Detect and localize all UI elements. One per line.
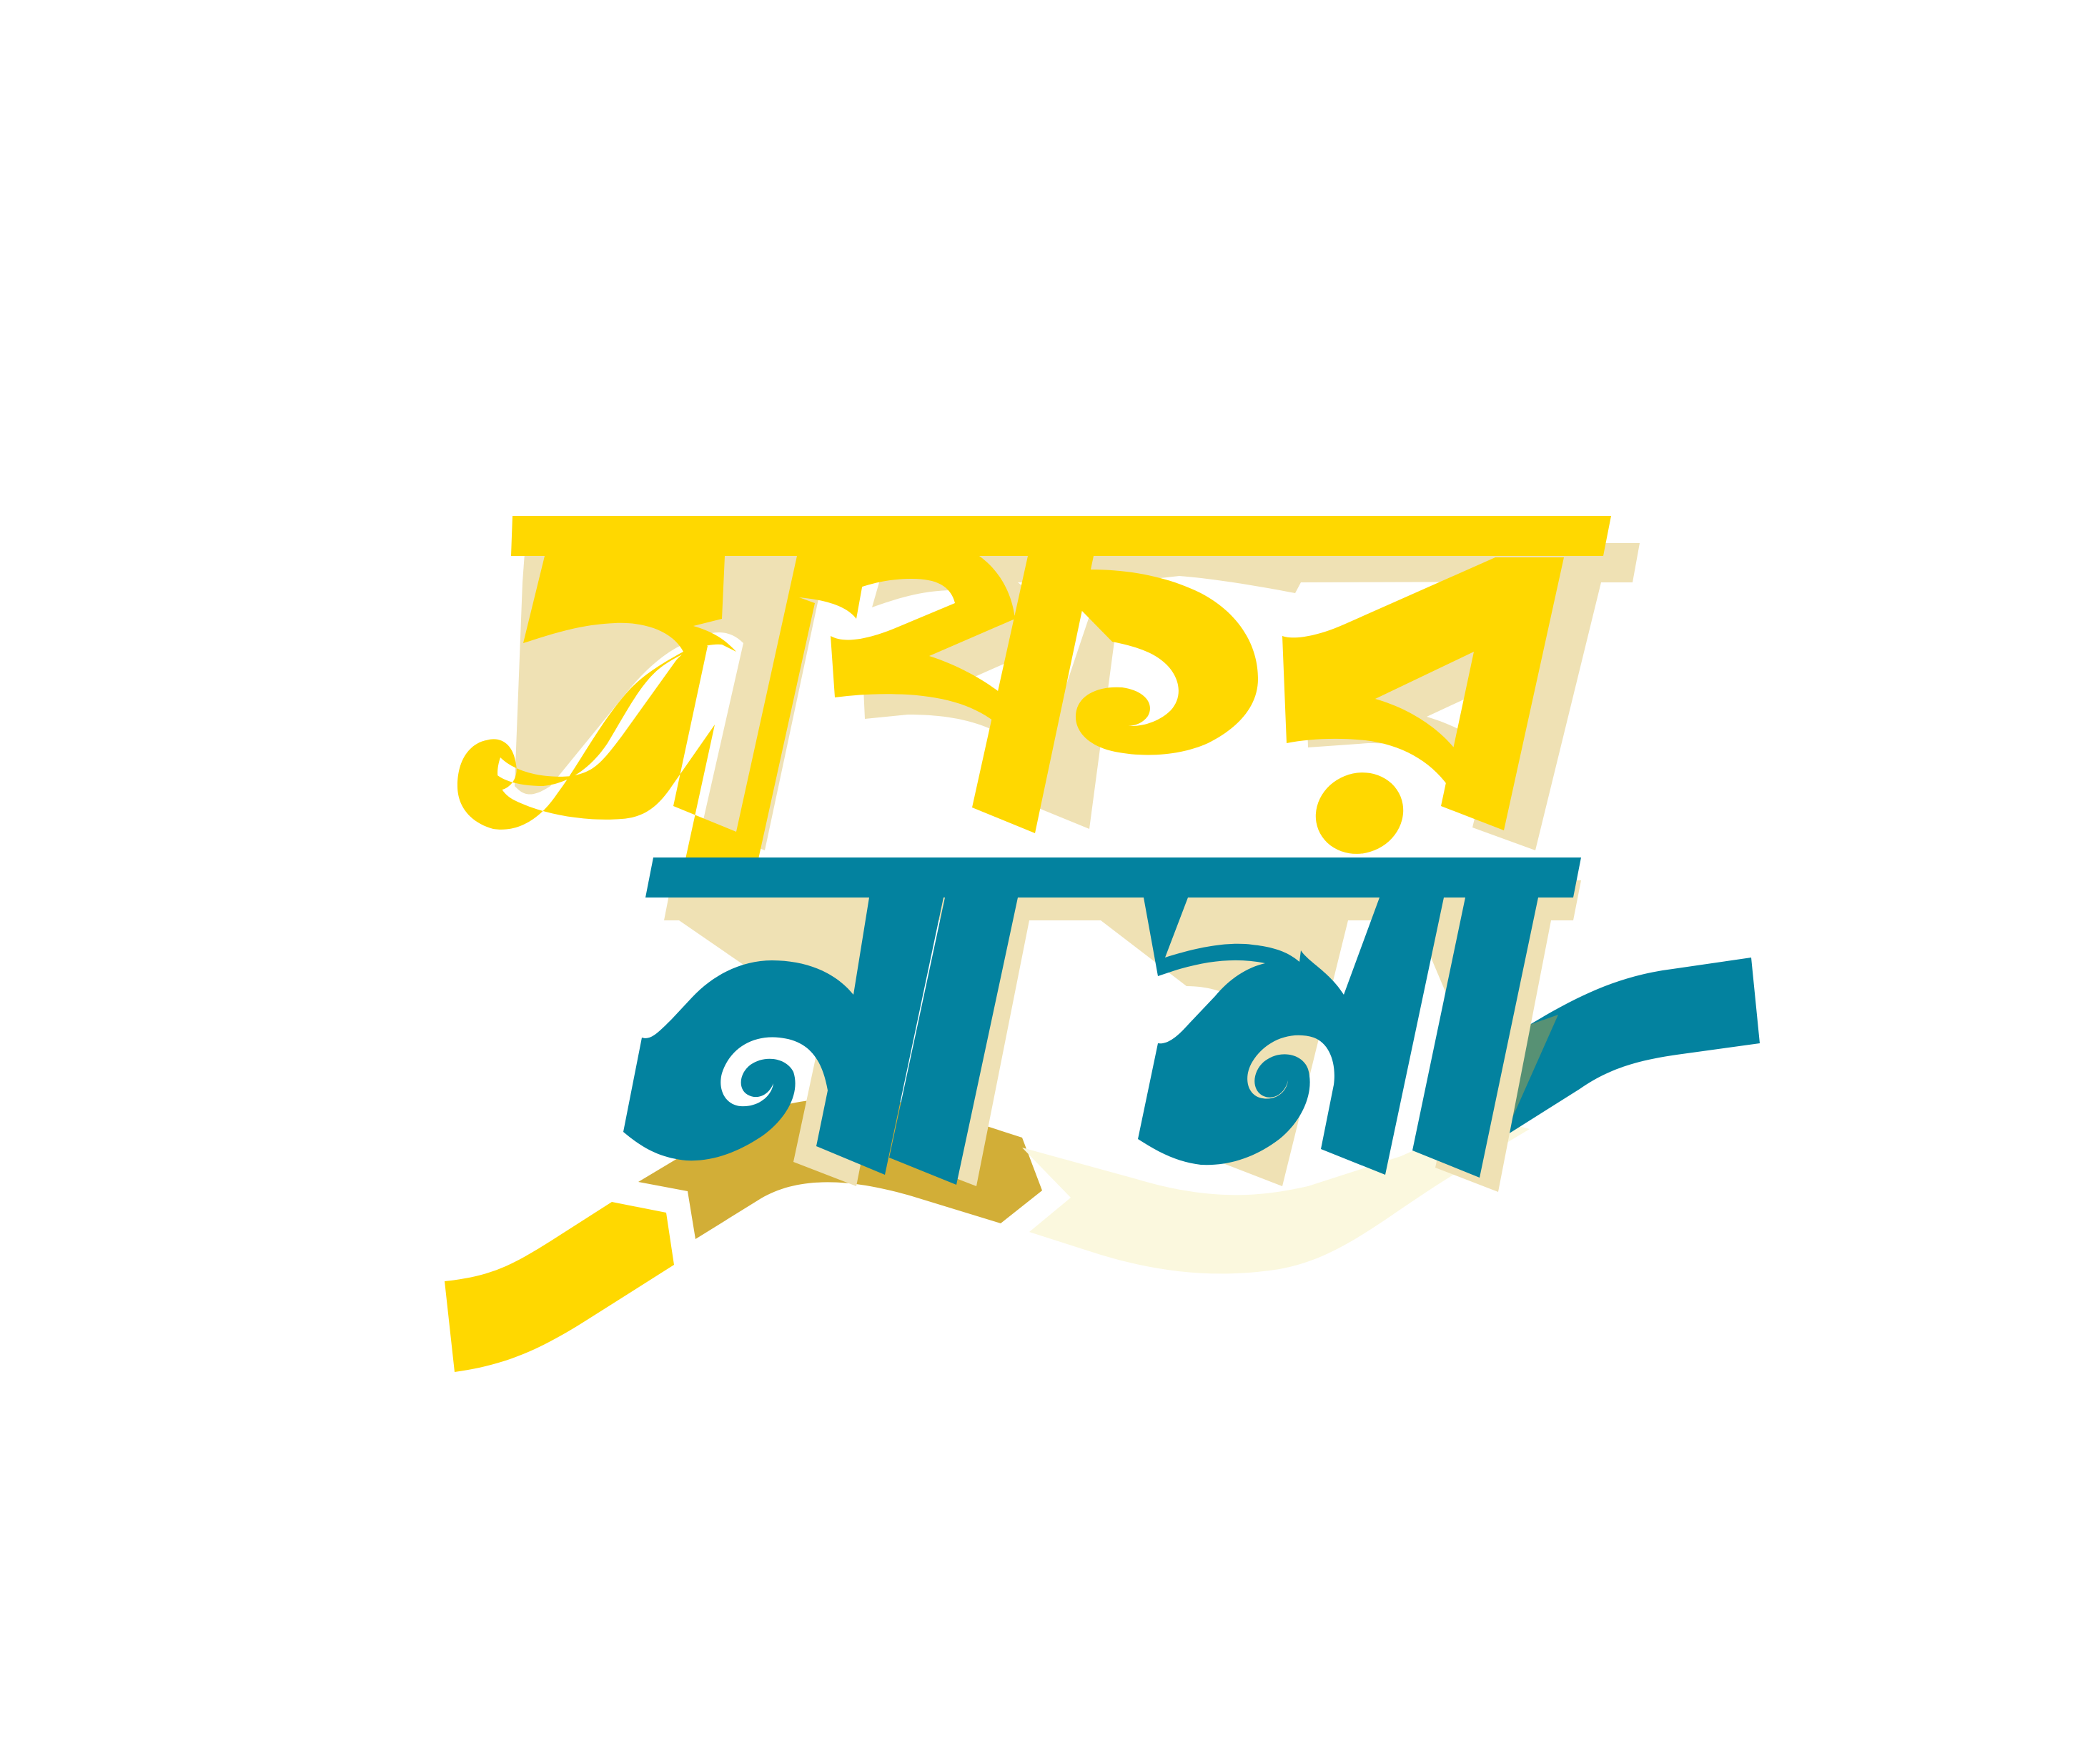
ribbon-tail-yellow (445, 1202, 674, 1372)
headline-bar-teal (645, 857, 1581, 898)
glyph-ra-dot (1304, 760, 1416, 867)
